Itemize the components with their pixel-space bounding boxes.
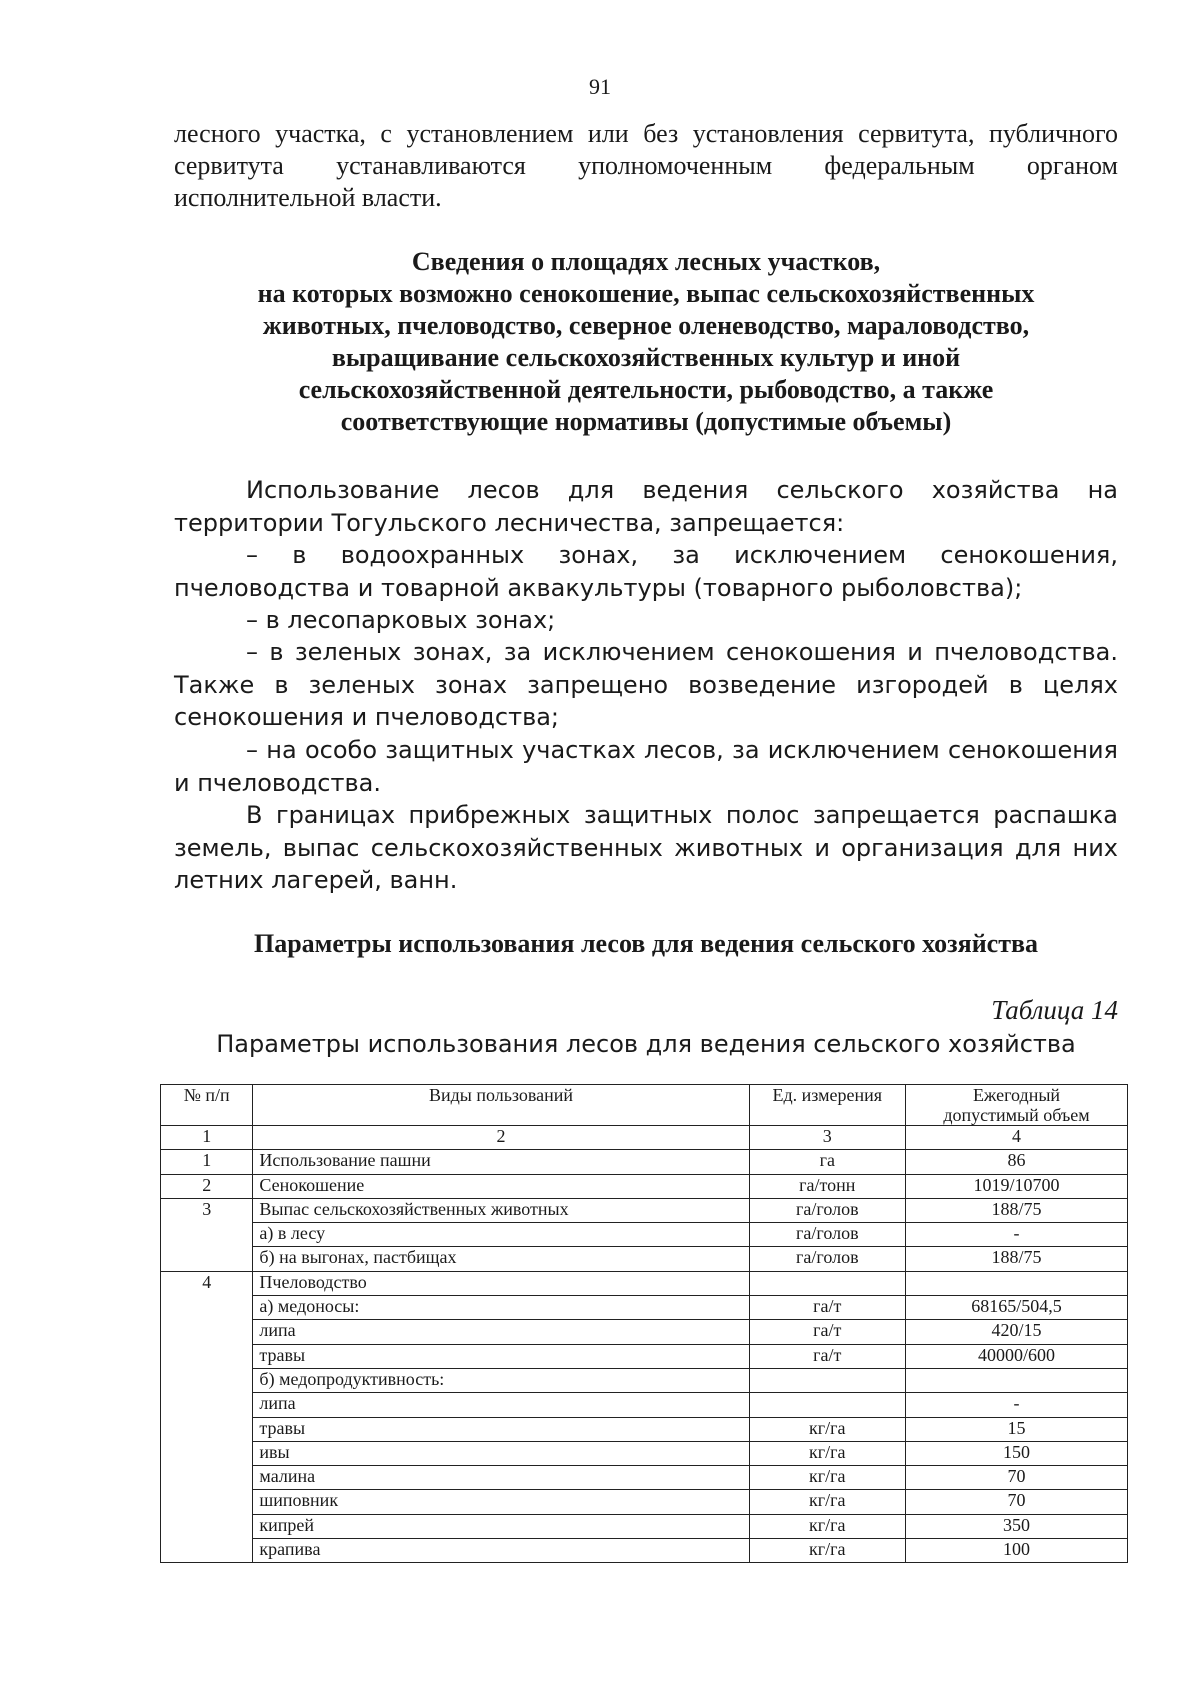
column-number: 1 [161,1126,253,1150]
params-table [160,1084,1128,1563]
table-label: Таблица 14 [991,995,1118,1025]
row-kind: а) в лесу [253,1223,749,1247]
row-volume: 86 [906,1150,1128,1174]
heading [174,246,1118,438]
heading-line: на которых возможно сенокошение, выпас сельскохозяйственных [257,279,1035,308]
section-title: Параметры использования лесов для ведения сельского хозяйства [253,929,1039,958]
body-paragraph: – в зеленых зонах, за исключением сенокошения и пчеловодства. Также в зеленых зонах запрещено возведение изгородей в целях сенокошения и пчеловодства; [174,638,1118,731]
table-row [161,1296,1128,1320]
row-number: 1 [161,1150,253,1174]
table-row [161,1393,1128,1417]
row-unit: га/т [749,1320,905,1344]
table-row [161,1539,1128,1563]
row-kind: малина [253,1466,749,1490]
row-kind: а) медоносы: [253,1296,749,1320]
row-volume [906,1271,1128,1295]
row-volume: 150 [906,1441,1128,1465]
row-unit: га/голов [749,1223,905,1247]
table-row [161,1271,1128,1295]
table-row [161,1320,1128,1344]
header-volume-line: допустимый объем [943,1105,1090,1125]
body-paragraph: Использование лесов для ведения сельского хозяйства на территории Тогульского лесничества, запрещается: [174,476,1118,537]
row-unit: га [749,1150,905,1174]
row-unit: га/т [749,1296,905,1320]
table-row [161,1344,1128,1368]
row-volume: 188/75 [906,1247,1128,1271]
header-unit: Ед. измерения [749,1085,905,1126]
table-row [161,1174,1128,1198]
table-row [161,1247,1128,1271]
row-kind: ивы [253,1441,749,1465]
row-kind: б) медопродуктивность: [253,1368,749,1392]
table-row [161,1150,1128,1174]
row-kind: Пчеловодство [253,1271,749,1295]
row-volume: 1019/10700 [906,1174,1128,1198]
row-number: 4 [161,1271,253,1563]
row-volume: 100 [906,1539,1128,1563]
row-kind: крапива [253,1539,749,1563]
body-paragraph: – на особо защитных участках лесов, за исключением сенокошения и пчеловодства. [174,736,1118,797]
table-row [161,1198,1128,1222]
header-kind: Виды пользований [253,1085,749,1126]
table-row [161,1417,1128,1441]
body-paragraph: – в водоохранных зонах, за исключением сенокошения, пчеловодства и товарной аквакультуры (товарного рыболовства); [174,541,1118,602]
row-volume: 70 [906,1466,1128,1490]
body-paragraph: В границах прибрежных защитных полос запрещается распашка земель, выпас сельскохозяйственных животных и организация для них летних лагерей, ванн. [174,801,1118,894]
body-paragraph: – в лесопарковых зонах; [246,606,556,634]
row-volume [906,1368,1128,1392]
table-row [161,1514,1128,1538]
heading-line: соответствующие нормативы (допустимые объемы) [340,407,952,436]
column-number: 2 [253,1126,749,1150]
row-kind: липа [253,1320,749,1344]
table-row [161,1223,1128,1247]
table-header-row [161,1085,1128,1126]
row-kind: б) на выгонах, пастбищах [253,1247,749,1271]
column-number: 4 [906,1126,1128,1150]
row-unit [749,1271,905,1295]
row-kind: липа [253,1393,749,1417]
row-volume: 40000/600 [906,1344,1128,1368]
column-number: 3 [749,1126,905,1150]
header-volume [906,1085,1128,1126]
row-number: 2 [161,1174,253,1198]
row-kind: Выпас сельскохозяйственных животных [253,1198,749,1222]
column-number-row [161,1126,1128,1150]
table-row [161,1368,1128,1392]
table-caption: Параметры использования лесов для ведения сельского хозяйства [216,1030,1076,1058]
row-kind: кипрей [253,1514,749,1538]
row-volume: 15 [906,1417,1128,1441]
row-kind: шиповник [253,1490,749,1514]
row-kind: Использование пашни [253,1150,749,1174]
row-unit: га/т [749,1344,905,1368]
page-number: 91 [589,74,611,99]
row-volume: - [906,1393,1128,1417]
row-unit: кг/га [749,1466,905,1490]
table-body [161,1150,1128,1563]
heading-line: выращивание сельскохозяйственных культур и иной [331,343,961,372]
row-volume: 350 [906,1514,1128,1538]
row-unit: кг/га [749,1539,905,1563]
row-number: 3 [161,1198,253,1271]
row-unit: кг/га [749,1417,905,1441]
row-volume: 70 [906,1490,1128,1514]
intro-paragraph: лесного участка, с установлением или без установления сервитута, публичного сервитута устанавливаются уполномоченным федеральным органом исполнительной власти. [174,119,1118,212]
header-volume-line: Ежегодный [972,1085,1061,1105]
row-kind: травы [253,1417,749,1441]
heading-line: Сведения о площадях лесных участков, [411,247,881,276]
table-row [161,1490,1128,1514]
row-unit: кг/га [749,1490,905,1514]
row-unit: га/тонн [749,1174,905,1198]
row-kind: Сенокошение [253,1174,749,1198]
row-volume: 188/75 [906,1198,1128,1222]
table-row [161,1441,1128,1465]
row-volume: 68165/504,5 [906,1296,1128,1320]
row-unit [749,1393,905,1417]
header-num: № п/п [161,1085,253,1126]
row-unit: га/голов [749,1247,905,1271]
heading-line: сельскохозяйственной деятельности, рыбоводство, а также [298,375,994,404]
row-kind: травы [253,1344,749,1368]
row-unit [749,1368,905,1392]
row-unit: га/голов [749,1198,905,1222]
heading-line: животных, пчеловодство, северное оленеводство, мараловодство, [262,311,1030,340]
row-volume: - [906,1223,1128,1247]
table-row [161,1466,1128,1490]
row-volume: 420/15 [906,1320,1128,1344]
row-unit: кг/га [749,1441,905,1465]
row-unit: кг/га [749,1514,905,1538]
